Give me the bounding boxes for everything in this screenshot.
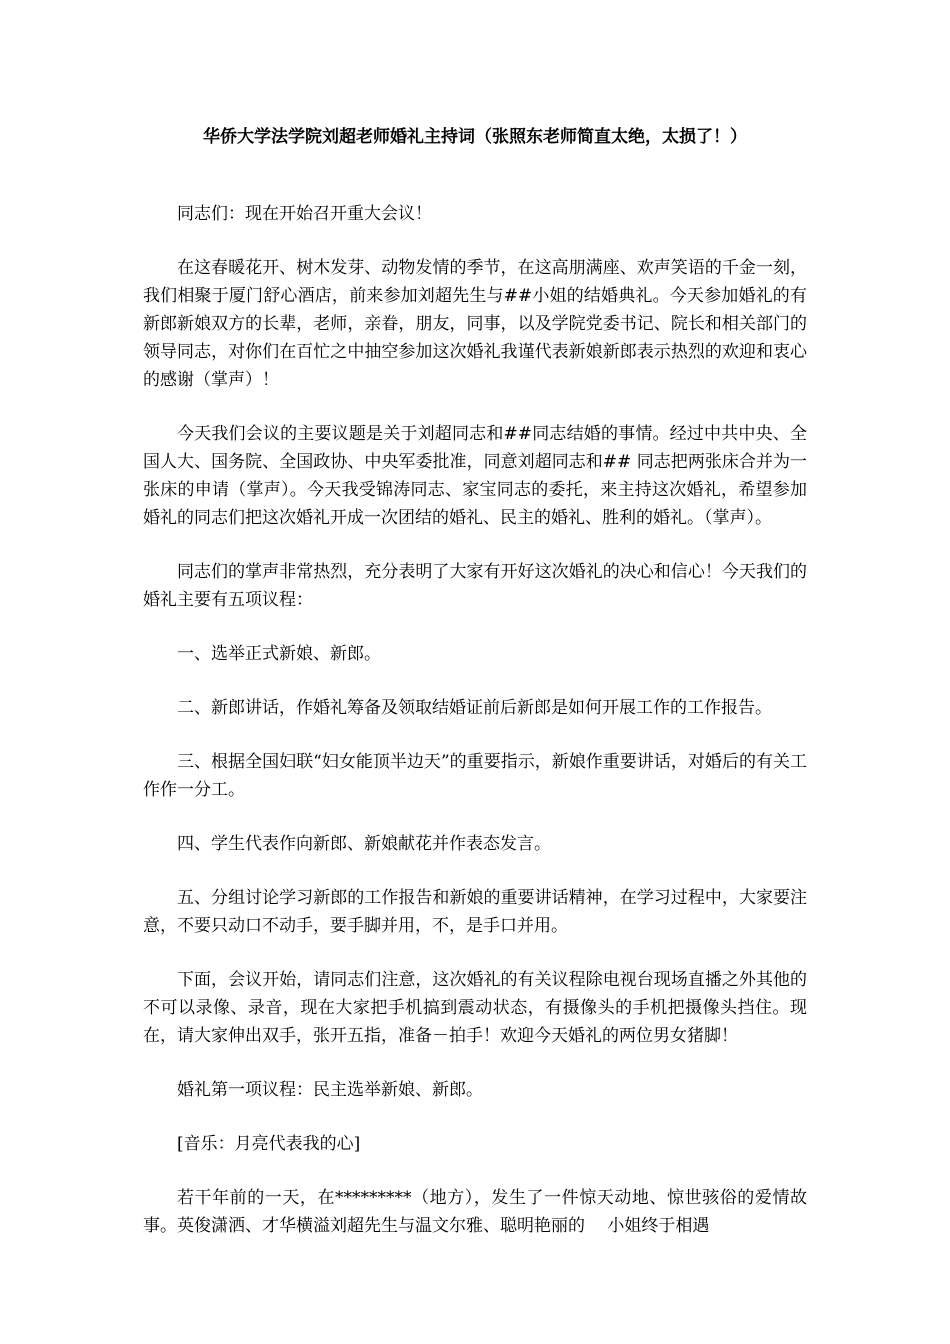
paragraph-opening: 同志们：现在开始召开重大会议！ xyxy=(177,204,432,224)
document-body xyxy=(143,200,807,1266)
paragraph-item-1: 一、选举正式新娘、新郎。 xyxy=(177,644,381,664)
paragraph-welcome: 在这春暖花开、树木发芽、动物发情的季节，在这高朋满座、欢声笑语的千金一刻，我们相聚于厦门舒心酒店，前来参加刘超先生与##小姐的结婚典礼。今天参加婚礼的有新郎新娘双方的长辈，老师，亲眷，朋友，同事，以及学院党委书记、院长和相关部门的领导同志，对你们在百忙之中抽空参加这次婚礼我谨代表新娘新郎表示热烈的欢迎和衷心的感谢（掌声）！ xyxy=(143,258,807,390)
paragraph-item-5: 五、分组讨论学习新郎的工作报告和新娘的重要讲话精神，在学习过程中，大家要注意，不要只动口不动手，要手脚并用，不，是手口并用。 xyxy=(143,888,807,936)
paragraph-first-item: 婚礼第一项议程：民主选举新娘、新郎。 xyxy=(177,1080,483,1100)
paragraph-five-items-intro: 同志们的掌声非常热烈，充分表明了大家有开好这次婚礼的决心和信心！今天我们的婚礼主要有五项议程： xyxy=(143,562,807,610)
paragraph-meeting-start: 下面，会议开始，请同志们注意，这次婚礼的有关议程除电视台现场直播之外其他的不可以录像、录音，现在大家把手机搞到震动状态，有摄像头的手机把摄像头挡住。现在，请大家伸出双手，张开五指，准备－拍手！欢迎今天婚礼的两位男女猪脚！ xyxy=(143,970,807,1046)
document-title: 华侨大学法学院刘超老师婚礼主持词（张照东老师简直太绝，太损了！） xyxy=(203,127,747,147)
paragraph-agenda-topic: 今天我们会议的主要议题是关于刘超同志和##同志结婚的事情。经过中共中央、全国人大、国务院、全国政协、中央军委批准，同意刘超同志和## 同志把两张床合并为一张床的申请（掌声）。今天我受锦涛同志、家宝同志的委托，来主持这次婚礼，希望参加婚礼的同志们把这次婚礼开成一次团结的婚礼、民主的婚礼、胜利的婚礼。（掌声）。 xyxy=(143,424,807,528)
paragraph-music: [音乐：月亮代表我的心] xyxy=(177,1134,361,1154)
paragraph-item-3: 三、根据全国妇联“妇女能顶半边天”的重要指示，新娘作重要讲话，对婚后的有关工作作一分工。 xyxy=(143,752,807,800)
paragraph-item-4: 四、学生代表作向新郎、新娘献花并作表态发言。 xyxy=(177,834,551,854)
paragraph-item-2: 二、新郎讲话，作婚礼筹备及领取结婚证前后新郎是如何开展工作的工作报告。 xyxy=(177,698,772,718)
paragraph-story: 若干年前的一天，在*********（地方），发生了一件惊天动地、惊世骇俗的爱情故事。英俊潇洒、才华横溢刘超先生与温文尔雅、聪明艳丽的 小姐终于相遇 xyxy=(143,1188,807,1236)
